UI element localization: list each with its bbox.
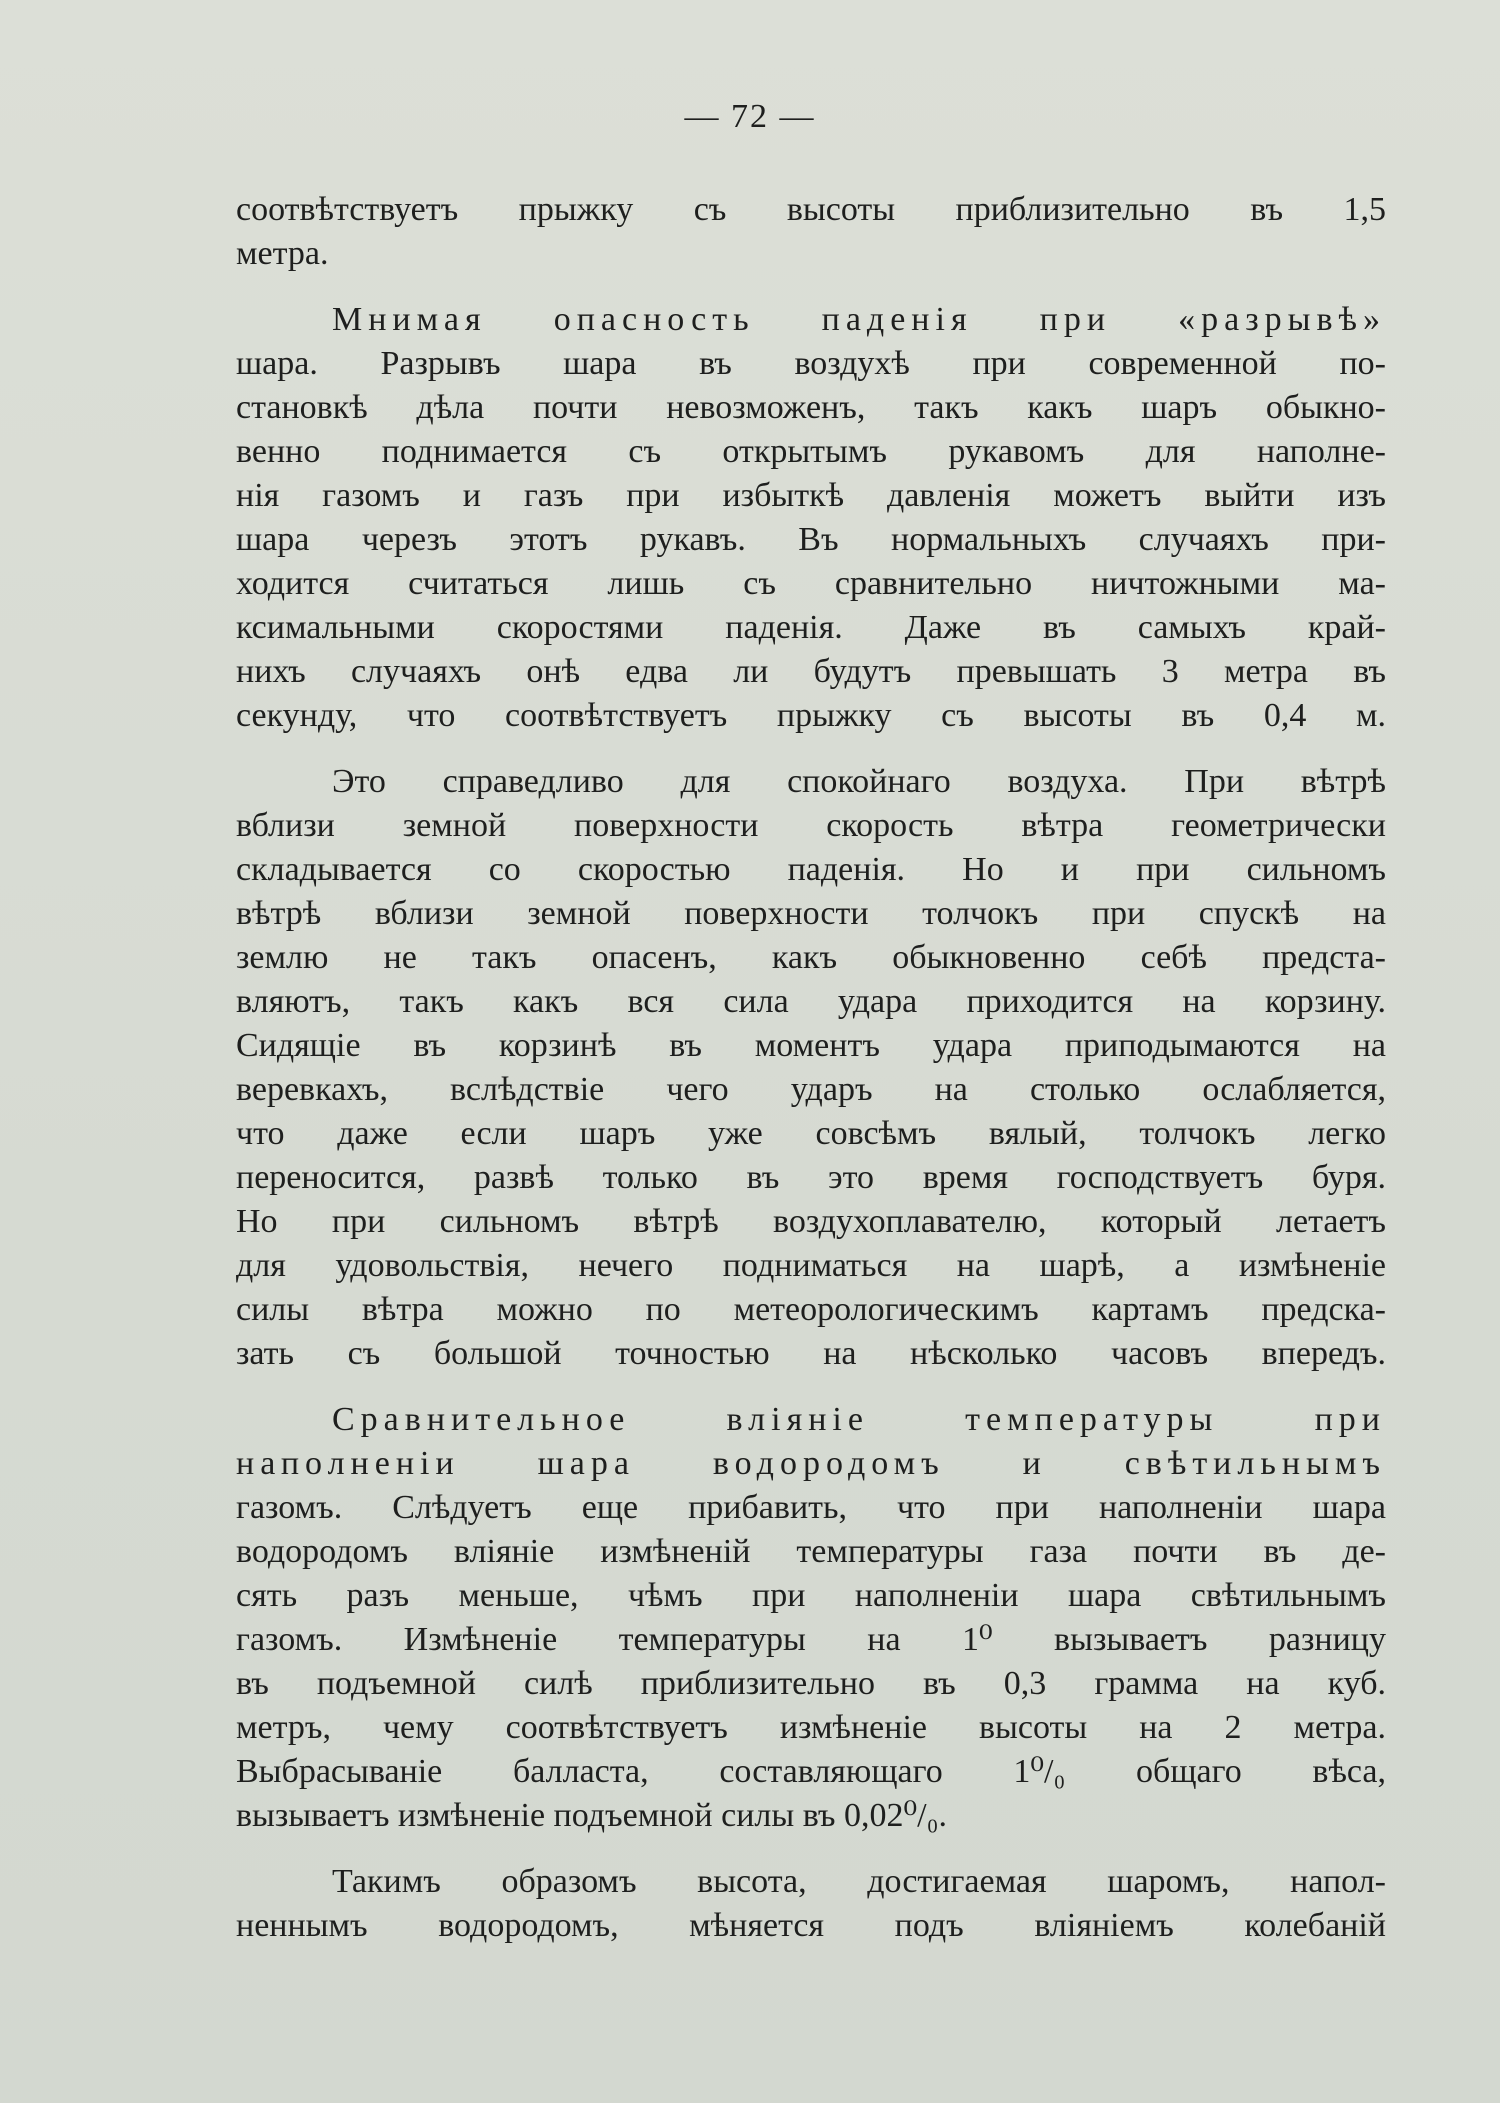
text-line: становкѣ дѣла почти невозможенъ, такъ какъ шаръ обыкно- (236, 389, 1386, 426)
section-heading-line: Сравнительное вліяніе температуры при (332, 1401, 1386, 1438)
text-line: Такимъ образомъ высота, достигаемая шаромъ, напол- (332, 1863, 1386, 1900)
text-line: землю не такъ опасенъ, какъ обыкновенно себѣ предста- (236, 939, 1386, 976)
paragraph (236, 1860, 1386, 1948)
text-line: складывается со скоростью паденія. Но и при сильномъ (236, 851, 1386, 888)
text-line: вызываетъ измѣненіе подъемной силы въ 0,02⁰/₀. (236, 1797, 947, 1834)
text-line: Но при сильномъ вѣтрѣ воздухоплавателю, который летаетъ (236, 1203, 1386, 1240)
text-line: шара черезъ этотъ рукавъ. Въ нормальныхъ случаяхъ при- (236, 521, 1386, 558)
page-number: — 72 — (684, 98, 816, 135)
text-line: водородомъ вліяніе измѣненій температуры газа почти въ де- (236, 1533, 1386, 1570)
paragraph (236, 298, 1386, 738)
text-line: вблизи земной поверхности скорость вѣтра геометрически (236, 807, 1386, 844)
text-line: сять разъ меньше, чѣмъ при наполненіи шара свѣтильнымъ (236, 1577, 1386, 1614)
text-line: нія газомъ и газъ при избыткѣ давленія можетъ выйти изъ (236, 477, 1386, 514)
text-line: вѣтрѣ вблизи земной поверхности толчокъ при спускѣ на (236, 895, 1386, 932)
paragraph (236, 760, 1386, 1376)
body-text (236, 188, 1386, 1970)
text-line: ходится считаться лишь съ сравнительно ничтожными ма- (236, 565, 1386, 602)
text-line: неннымъ водородомъ, мѣняется подъ вліяніемъ колебаній (236, 1907, 1386, 1944)
section-heading-line: Мнимая опасность паденія при «разрывѣ» (332, 301, 1386, 338)
text-line: Это справедливо для спокойнаго воздуха. При вѣтрѣ (332, 763, 1386, 800)
paragraph (236, 1398, 1386, 1838)
text-line: венно поднимается съ открытымъ рукавомъ для наполне- (236, 433, 1386, 470)
text-line: секунду, что соотвѣтствуетъ прыжку съ высоты въ 0,4 м. (236, 697, 1386, 734)
text-line: соотвѣтствуетъ прыжку съ высоты приблизительно въ 1,5 (236, 191, 1386, 228)
paragraph (236, 188, 1386, 276)
text-line: нихъ случаяхъ онѣ едва ли будутъ превышать 3 метра въ (236, 653, 1386, 690)
text-line: веревкахъ, вслѣдствіе чего ударъ на столько ослабляется, (236, 1071, 1386, 1108)
text-line: Выбрасываніе балласта, составляющаго 1⁰/₀ общаго вѣса, (236, 1753, 1386, 1790)
text-line: что даже если шаръ уже совсѣмъ вялый, толчокъ легко (236, 1115, 1386, 1152)
text-line: силы вѣтра можно по метеорологическимъ картамъ предска- (236, 1291, 1386, 1328)
text-line: метра. (236, 235, 329, 272)
text-line: шара. Разрывъ шара въ воздухѣ при современной по- (236, 345, 1386, 382)
text-line: въ подъемной силѣ приблизительно въ 0,3 грамма на куб. (236, 1665, 1386, 1702)
section-heading-line: наполненіи шара водородомъ и свѣтильнымъ (236, 1445, 1386, 1482)
text-line: вляютъ, такъ какъ вся сила удара приходится на корзину. (236, 983, 1386, 1020)
text-line: ксимальными скоростями паденія. Даже въ самыхъ край- (236, 609, 1386, 646)
text-line: для удовольствія, нечего подниматься на шарѣ, а измѣненіе (236, 1247, 1386, 1284)
text-line: Сидящіе въ корзинѣ въ моментъ удара приподымаются на (236, 1027, 1386, 1064)
text-line: газомъ. Измѣненіе температуры на 1⁰ вызываетъ разницу (236, 1621, 1386, 1658)
text-line: газомъ. Слѣдуетъ еще прибавить, что при наполненіи шара (236, 1489, 1386, 1526)
text-line: переносится, развѣ только въ это время господствуетъ буря. (236, 1159, 1386, 1196)
text-line: метръ, чему соотвѣтствуетъ измѣненіе высоты на 2 метра. (236, 1709, 1386, 1746)
text-line: зать съ большой точностью на нѣсколько часовъ впередъ. (236, 1335, 1386, 1372)
